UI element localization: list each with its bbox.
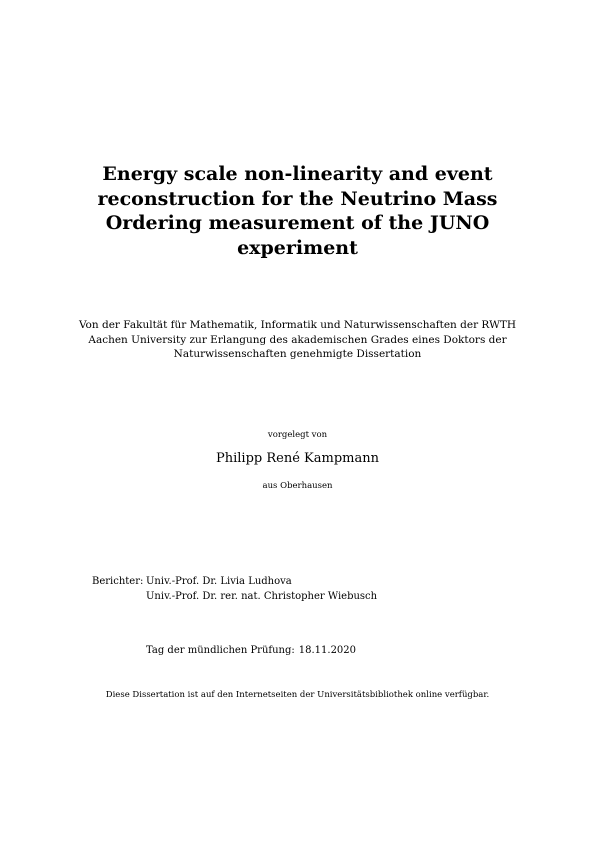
faculty-statement-line: Von der Fakultät für Mathematik, Informatik und Naturwissenschaften der RWTH — [78, 319, 517, 331]
referees-label: Berichter: — [92, 576, 144, 587]
exam-date-value: 18.11.2020 — [298, 645, 357, 656]
referees-list — [146, 574, 377, 604]
thesis-title-line: reconstruction for the Neutrino Mass — [97, 187, 498, 210]
thesis-title-line: experiment — [237, 236, 358, 259]
author-name: Philipp René Kampmann — [216, 451, 379, 466]
faculty-statement-line: Aachen University zur Erlangung des akademischen Grades eines Doktors der — [88, 333, 507, 346]
faculty-statement — [0, 318, 595, 362]
thesis-title — [0, 162, 595, 260]
exam-date-label: Tag der mündlichen Prüfung: — [146, 645, 295, 656]
referee-name: Univ.-Prof. Dr. rer. nat. Christopher Wiebusch — [146, 591, 378, 602]
referee-name: Univ.-Prof. Dr. Livia Ludhova — [146, 576, 292, 587]
availability-note: Diese Dissertation ist auf den Internetseiten der Universitätsbibliothek online verfügbar. — [105, 690, 490, 700]
exam-date — [146, 645, 356, 656]
presented-by-label: vorgelegt von — [267, 430, 328, 440]
author-origin: aus Oberhausen — [262, 481, 333, 491]
thesis-title-line: Ordering measurement of the JUNO — [105, 212, 490, 234]
faculty-statement-line: Naturwissenschaften genehmigte Dissertation — [173, 348, 422, 360]
thesis-title-line: Energy scale non-linearity and event — [102, 163, 493, 185]
